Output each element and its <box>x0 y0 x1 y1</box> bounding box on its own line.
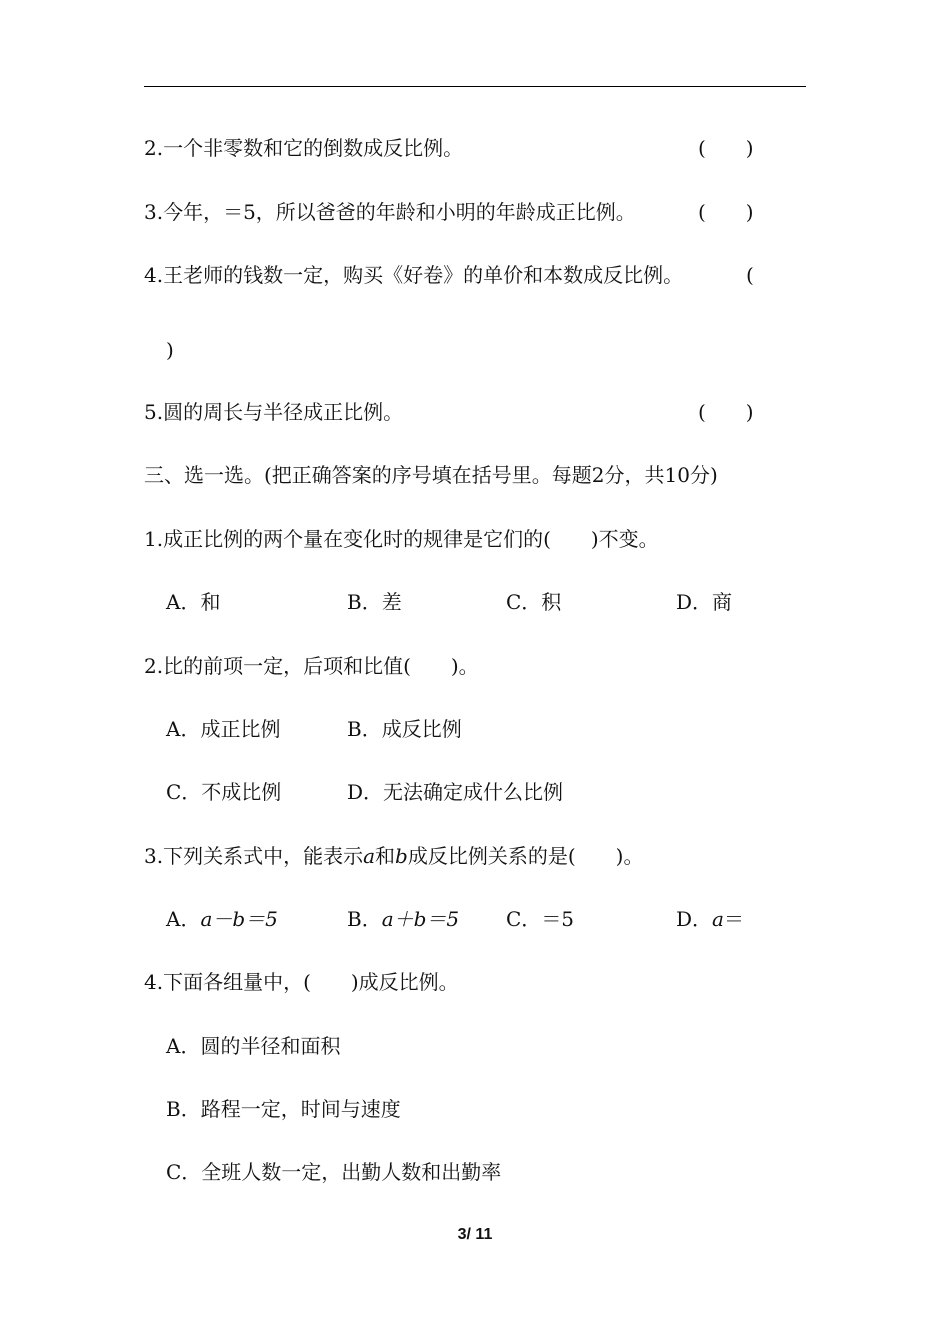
answer-blank-3: ( ) <box>698 200 754 224</box>
q4-option-b: B．路程一定，时间与速度 <box>166 1097 401 1121</box>
section-title: 三、选一选。(把正确答案的序号填在括号里。每题2分，共10分) <box>144 463 718 487</box>
choice-question-2: 2.比的前项一定，后项和比值( )。 <box>144 654 479 678</box>
judge-question-4: 4.王老师的钱数一定，购买《好卷》的单价和本数成反比例。 <box>144 263 684 287</box>
q3-var-b: b <box>395 844 408 868</box>
choice-question-1: 1.成正比例的两个量在变化时的规律是它们的( )不变。 <box>144 527 659 551</box>
q1-option-b: B．差 <box>347 590 402 614</box>
judge-question-3: 3.今年，＝5，所以爸爸的年龄和小明的年龄成正比例。 <box>144 200 636 224</box>
q4-option-c: C．全班人数一定，出勤人数和出勤率 <box>166 1160 502 1184</box>
answer-blank-4-close: ) <box>166 338 174 362</box>
q3-var-a: a <box>363 844 376 868</box>
q3-option-c-expr: ＝5 <box>541 907 575 931</box>
q3-option-b-label: B． <box>347 907 382 931</box>
q1-option-a: A．和 <box>166 590 221 614</box>
choice-question-3 <box>144 844 643 868</box>
q2-option-a: A．成正比例 <box>166 717 281 741</box>
q2-option-b: B．成反比例 <box>347 717 462 741</box>
q3-option-d-rest: ＝ <box>723 907 744 931</box>
answer-blank-5: ( ) <box>698 400 754 424</box>
q3-option-a-label: A． <box>166 907 201 931</box>
q3-option-c <box>506 907 574 931</box>
answer-blank-4-open: ( <box>746 263 754 287</box>
q3-option-a-expr: a－b＝5 <box>200 907 278 931</box>
q1-option-d: D．商 <box>676 590 733 614</box>
q3-stem-pre: 3.下列关系式中，能表示 <box>144 844 364 868</box>
header-rule <box>144 86 806 87</box>
q3-option-b <box>347 907 459 931</box>
q3-option-d-label: D． <box>676 907 713 931</box>
q1-option-c: C．积 <box>506 590 562 614</box>
judge-question-5: 5.圆的周长与半径成正比例。 <box>144 400 404 424</box>
q3-option-c-label: C． <box>506 907 542 931</box>
q4-option-a: A．圆的半径和面积 <box>166 1034 341 1058</box>
q3-option-b-expr: a＋b＝5 <box>381 907 460 931</box>
q3-stem-mid: 和 <box>375 844 396 868</box>
choice-question-4: 4.下面各组量中，( )成反比例。 <box>144 970 459 994</box>
q3-option-a <box>166 907 278 931</box>
q3-stem-post: 成反比例关系的是( )。 <box>407 844 644 868</box>
q3-option-d-var: a <box>712 907 724 931</box>
answer-blank-2: ( ) <box>698 136 754 160</box>
page-number: 3/ 11 <box>457 1226 493 1243</box>
q2-option-c: C．不成比例 <box>166 780 282 804</box>
judge-question-2: 2.一个非零数和它的倒数成反比例。 <box>144 136 464 160</box>
q2-option-d: D．无法确定成什么比例 <box>347 780 564 804</box>
q3-option-d <box>676 907 744 931</box>
